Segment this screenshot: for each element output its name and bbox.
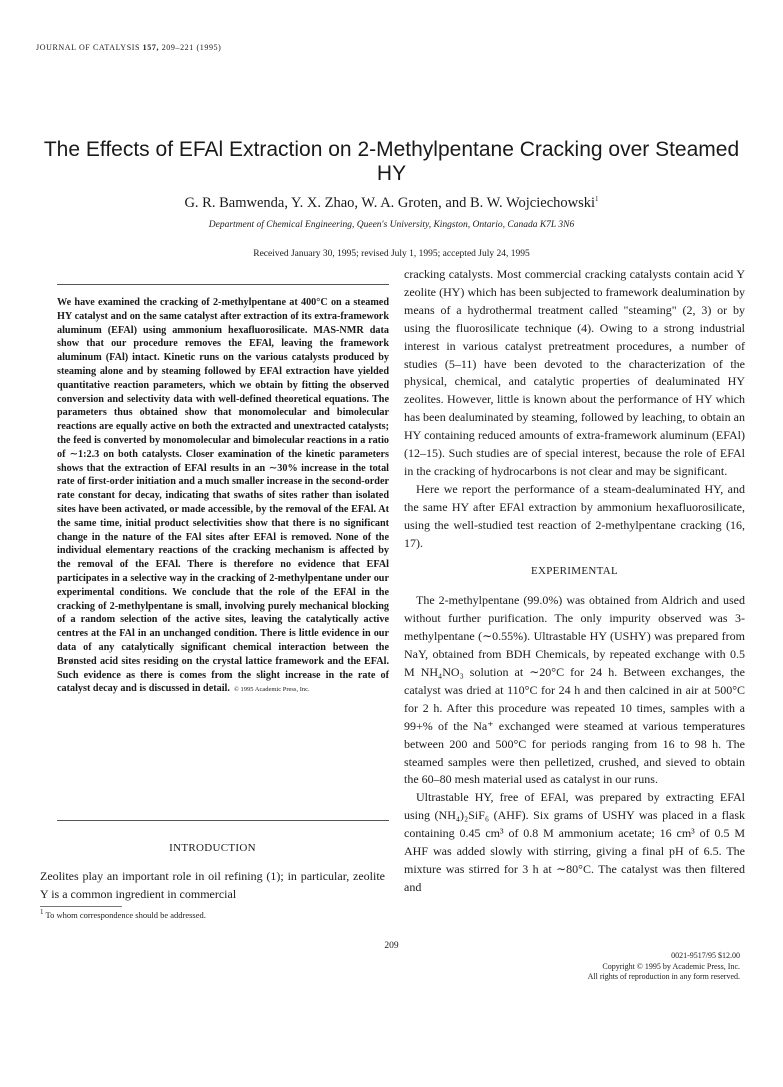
footnote [40,910,385,920]
abstract-copyright: © 1995 Academic Press, Inc. [233,686,310,694]
introduction-heading: INTRODUCTION [169,842,256,854]
abstract [57,296,389,697]
paragraph-4: Ultrastable HY, free of EFAl, was prepared by extracting EFAl using (NH₄)₂SiF₆ (AHF). Six grams of USHY was placed in a flask containing 0.45 cm³ of 0.8 M ammonium acetate; 16 cm³ of 0.5 M AHF was added slowly with stirring, giving a final pH of 6.5. The mixture was stirred for 3 h at ∼80°C. The catalyst was then filtered and [404,790,745,894]
affiliation: Department of Chemical Engineering, Queen's University, Kingston, Ontario, Canada K7L 3N6 [208,220,575,230]
paper-title: The Effects of EFAl Extraction on 2-Methylpentane Cracking over Steamed HY [43,138,740,185]
abstract-top-rule [57,284,389,285]
right-column [404,266,745,897]
journal-pages: 209–221 (1995) [161,43,222,52]
abstract-bottom-rule [57,820,389,821]
footnote-text: To whom correspondence should be addressed. [45,910,206,920]
experimental-heading: EXPERIMENTAL [530,564,619,577]
author-list [40,195,743,212]
paragraph-2: Here we report the performance of a steam-dealuminated HY, and the same HY after EFAl extraction by ammonium hexafluorosilicate, using the well-studied test reaction of 2-methylpentane cracking (16, 17). [404,481,745,550]
received-dates: Received January 30, 1995; revised July 1, 1995; accepted July 24, 1995 [253,249,530,259]
introduction-text: Zeolites play an important role in oil refining (1); in particular, zeolite Y is a common ingredient in commercial [40,869,385,901]
copyright-line: Copyright © 1995 by Academic Press, Inc. [602,961,740,971]
running-head [36,43,221,52]
copyright-block [500,951,740,983]
paragraph-3: The 2-methylpentane (99.0%) was obtained from Aldrich and used without further purification. The only impurity observed was 3-methylpentane (∼0.55%). Ultrastable HY (USHY) was prepared from NaY, obtained from BDH Chemicals, by repeated exchange with 0.5 M NH₄NO₃ solution at ∼20°C for 24 h. Between exchanges, the catalyst was dried at 110°C for 24 h and then calcined in air at 500°C for 2 h. After this procedure was repeated 10 times, samples with a 99+% of the Na⁺ exchanged were steamed at various temperatures between 200 and 500°C for periods ranging from 16 to 98 h. The steamed samples were then pelletized, crushed, and sieved to obtain the 60–80 mesh material used as catalyst in our runs. [404,593,745,787]
author-footnote-mark: 1 [595,195,599,204]
authors-text: G. R. Bamwenda, Y. X. Zhao, W. A. Groten, and B. W. Wojciechowski [184,195,596,211]
abstract-text: We have examined the cracking of 2-methylpentane at 400°C on a steamed HY catalyst and on the same catalyst after extraction of its extra-framework aluminum (EFAl) using ammonium hexafluorosilicate. MAS-NMR data show that our procedure removes the EFAl, leaving the framework aluminum (FAl) intact. Kinetic runs on the various catalysts produced by steaming alone and by steaming followed by EFAl extraction have yielded quantitative reaction parameters, which we obtain by fitting the observed conversion and selectivity data with well-defined theoretical equations. The parameters thus obtained show that monomolecular and bimolecular reactions are equally active on both the extracted and unextracted catalysts; the feed is converted by monomolecular and bimolecular reactions in a ratio of ∼1:2.3 on both catalysts. Closer examination of the kinetic parameters shows that the extraction of EFAl results in an ∼30% increase in the total rate of first-order initiation and a much smaller increase in the second-order rate constant for decay, indicating that swaths of sites rather than isolated sites have been activated, or made accessible, by the removal of the EFAl. At the same time, initial product selectivities show that there is no significant change in the nature of the FAl sites after EFAl is removed. None of the individual elementary reactions of the cracking mechanism is affected by the removal of the EFAl. There is therefore no evidence that EFAl participates in a selective way in the cracking of 2-methylpentane under our experimental conditions. We conclude that the role of the EFAl in the cracking of 2-methylpentane is small, involving purely mechanical blocking of a random selection of the active sites, leaving the catalytically active centres at the FAl in an unchanged condition. There is little evidence in our data of any catalytically significant chemical interaction between the Brønsted acid sites residing on the crystal lattice framework and the EFAl. Such evidence as there is comes from the slight increase in the rate of catalyst decay and is discussed in detail. [57,297,389,695]
issn-price: 0021-9517/95 $12.00 [671,951,740,960]
journal-volume: 157, [142,43,160,52]
journal-name: JOURNAL OF CATALYSIS [36,43,141,52]
footnote-rule [40,906,122,907]
page-number: 209 [384,941,399,951]
paragraph-1: cracking catalysts. Most commercial cracking catalysts contain acid Y zeolite (HY) which has been subjected to framework dealumination by means of a hydrothermal treatment called "steaming" (2, 3) or by using the fluorosilicate technique (4). Owing to a strong industrial interest in various catalyst pretreatment procedures, a number of studies (5–11) have been devoted to the characterization of the physical, chemical, and catalytic properties of dealuminated HY zeolites. However, little is known about the performance of HY which has been dealuminated by steaming, followed by leaching, to obtain an HY containing reduced amounts of extra-framework aluminum (EFAl) (12–15). Such studies are of special interest, because the role of EFAl in the cracking of hydrocarbons is not clear and may be significant. [404,267,745,478]
footnote-mark: 1 [40,908,44,917]
rights-line: All rights of reproduction in any form reserved. [587,972,740,981]
